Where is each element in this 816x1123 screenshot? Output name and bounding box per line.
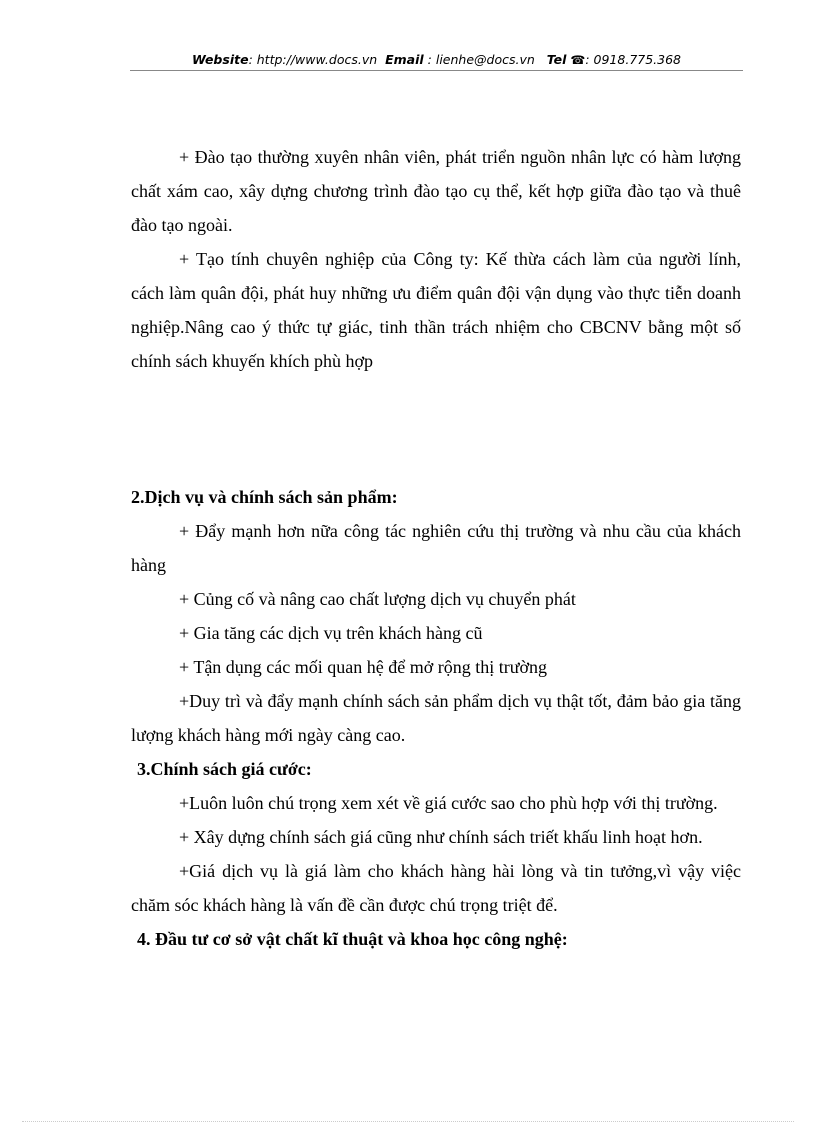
section-3-heading: 3.Chính sách giá cước: bbox=[137, 759, 312, 779]
section-2-item: + Tận dụng các mối quan hệ để mở rộng thị trường bbox=[179, 657, 548, 677]
website-label: Website bbox=[191, 52, 249, 67]
section-2-item: + Củng cố và nâng cao chất lượng dịch vụ chuyển phát bbox=[179, 589, 576, 609]
page-bottom-border bbox=[22, 1121, 794, 1122]
tel-label: Tel bbox=[546, 52, 567, 67]
section-3-item: + Xây dựng chính sách giá cũng như chính sách triết khấu linh hoạt hơn. bbox=[179, 827, 703, 847]
phone-icon: ☎ bbox=[570, 53, 586, 67]
page-header bbox=[130, 50, 743, 70]
header-divider bbox=[130, 70, 743, 71]
tel-value: : 0918.775.368 bbox=[585, 52, 682, 67]
spacer bbox=[131, 378, 741, 480]
section-3-item: +Giá dịch vụ là giá làm cho khách hàng hài lòng và tin tưởng,vì vậy việc chăm sóc khách hàng là vấn đề cần được chú trọng triệt để. bbox=[131, 861, 741, 915]
section-3-item: +Luôn luôn chú trọng xem xét về giá cước sao cho phù hợp với thị trường. bbox=[179, 793, 718, 813]
paragraph-training: + Đào tạo thường xuyên nhân viên, phát triển nguồn nhân lực có hàm lượng chất xám cao, xây dựng chương trình đào tạo cụ thể, kết hợp giữa đào tạo và thuê đào tạo ngoài. bbox=[131, 147, 741, 235]
section-4-heading: 4. Đầu tư cơ sở vật chất kĩ thuật và khoa học công nghệ: bbox=[137, 929, 568, 949]
paragraph-professionalism: + Tạo tính chuyên nghiệp của Công ty: Kế thừa cách làm của người lính, cách làm quân đội, phát huy những ưu điểm quân đội vận dụng vào thực tiễn doanh nghiệp.Nâng cao ý thức tự giác, tinh thần trách nhiệm cho CBCNV bằng một số chính sách khuyến khích phù hợp bbox=[131, 249, 741, 371]
section-2-heading: 2.Dịch vụ và chính sách sản phẩm: bbox=[131, 487, 398, 507]
email-label: Email bbox=[385, 52, 424, 67]
website-value: : http://www.docs.vn bbox=[248, 52, 378, 67]
section-2-item: + Gia tăng các dịch vụ trên khách hàng cũ bbox=[179, 623, 483, 643]
document-body bbox=[131, 140, 741, 956]
section-2-item: +Duy trì và đẩy mạnh chính sách sản phẩm dịch vụ thật tốt, đảm bảo gia tăng lượng khách hàng mới ngày càng cao. bbox=[131, 691, 741, 745]
email-value: : lienhe@docs.vn bbox=[427, 52, 535, 67]
section-2-item: + Đẩy mạnh hơn nữa công tác nghiên cứu thị trường và nhu cầu của khách hàng bbox=[131, 521, 741, 575]
